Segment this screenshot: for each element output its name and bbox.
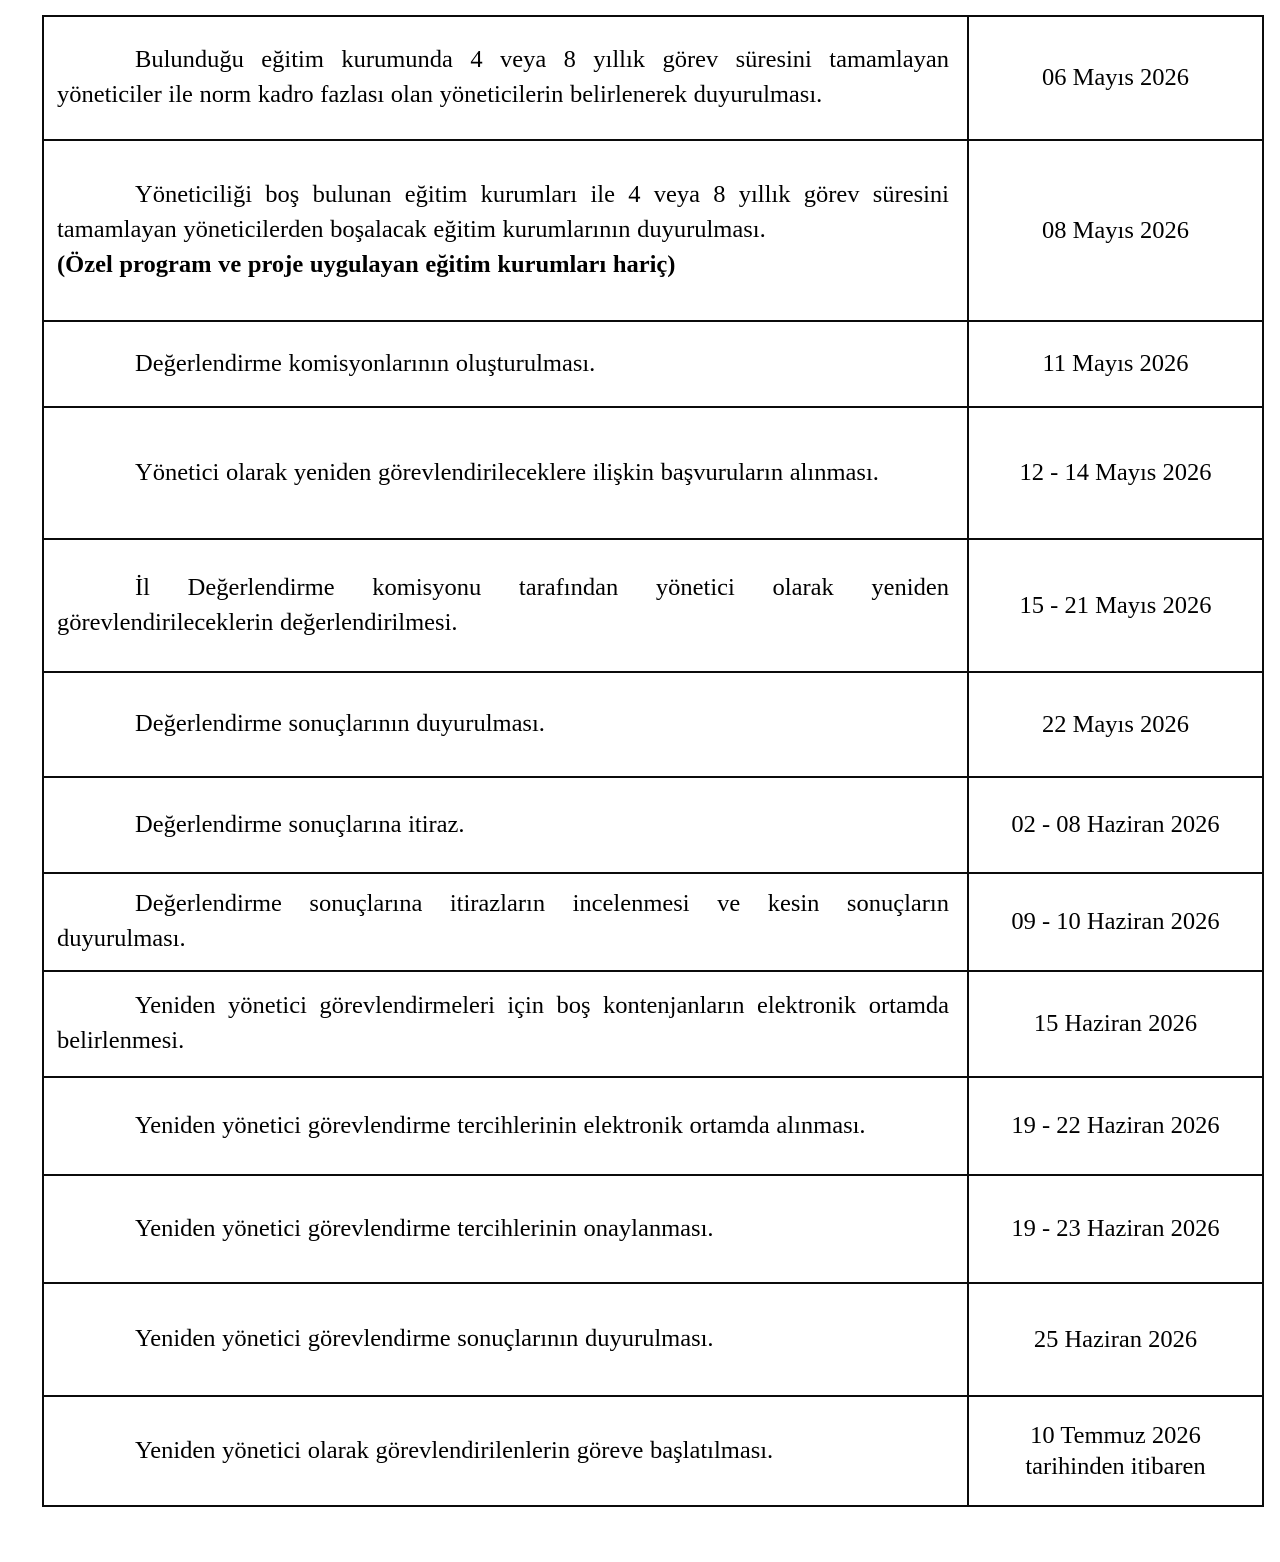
task-cell — [43, 971, 968, 1077]
task-text: Değerlendirme sonuçlarına itirazların incelenmesi ve kesin sonuçların duyurulması. — [57, 890, 949, 952]
table-row — [43, 16, 1263, 140]
table-row — [43, 873, 1263, 971]
schedule-table — [42, 15, 1264, 1507]
date-text: 25 Haziran 2026 — [1033, 1325, 1198, 1353]
table-row — [43, 1077, 1263, 1175]
date-secondary: tarihinden itibaren — [1025, 1453, 1206, 1480]
date-text: 11 Mayıs 2026 — [1042, 350, 1189, 378]
schedule-table-body — [43, 16, 1263, 1506]
date-cell — [968, 16, 1263, 140]
task-cell — [43, 140, 968, 321]
task-cell — [43, 777, 968, 873]
date-cell — [968, 321, 1263, 407]
table-row — [43, 1396, 1263, 1506]
task-text — [57, 178, 949, 283]
task-text: Yeniden yönetici görevlendirme tercihlerinin elektronik ortamda alınması. — [135, 1111, 866, 1139]
date-text: 15 Haziran 2026 — [1033, 1010, 1198, 1038]
task-cell — [43, 1077, 968, 1175]
task-text: Yeniden yönetici olarak görevlendirilenlerin göreve başlatılması. — [135, 1436, 774, 1464]
task-text: Yönetici olarak yeniden görevlendirileceklere ilişkin başvuruların alınması. — [135, 458, 879, 486]
table-row — [43, 407, 1263, 539]
date-cell — [968, 971, 1263, 1077]
date-cell — [968, 672, 1263, 777]
task-main-text: Yöneticiliği boş bulunan eğitim kurumları ile 4 veya 8 yıllık görev süresini tamamlayan yöneticilerden boşalacak eğitim kurumlarının duyurulması. — [57, 180, 949, 243]
date-text: 02 - 08 Haziran 2026 — [1011, 811, 1220, 839]
date-text: 08 Mayıs 2026 — [1042, 216, 1189, 244]
date-cell — [968, 1077, 1263, 1175]
task-text: Değerlendirme komisyonlarının oluşturulması. — [135, 349, 596, 377]
date-text: 06 Mayıs 2026 — [1042, 64, 1189, 92]
task-cell — [43, 16, 968, 140]
date-cell — [968, 777, 1263, 873]
table-row — [43, 777, 1263, 873]
date-text: 19 - 23 Haziran 2026 — [1011, 1215, 1220, 1243]
date-text: 09 - 10 Haziran 2026 — [1011, 908, 1220, 936]
task-cell — [43, 321, 968, 407]
task-text: Yeniden yönetici görevlendirme sonuçlarının duyurulması. — [135, 1325, 714, 1353]
task-text: İl Değerlendirme komisyonu tarafından yönetici olarak yeniden görevlendirileceklerin değerlendirilmesi. — [57, 573, 949, 636]
task-text: Yeniden yönetici görevlendirme tercihlerinin onaylanması. — [135, 1214, 714, 1242]
task-text: Değerlendirme sonuçlarına itiraz. — [135, 810, 465, 838]
table-row — [43, 539, 1263, 672]
date-text — [969, 1420, 1262, 1483]
date-primary: 10 Temmuz 2026 — [1030, 1421, 1201, 1449]
table-row — [43, 1175, 1263, 1283]
task-note-text: (Özel program ve proje uygulayan eğitim kurumları hariç) — [57, 251, 676, 279]
date-cell — [968, 140, 1263, 321]
table-row — [43, 971, 1263, 1077]
date-cell — [968, 1283, 1263, 1396]
date-cell — [968, 873, 1263, 971]
task-text: Değerlendirme sonuçlarının duyurulması. — [135, 710, 545, 738]
date-cell — [968, 539, 1263, 672]
table-row — [43, 140, 1263, 321]
task-cell — [43, 1396, 968, 1506]
table-row — [43, 672, 1263, 777]
task-cell — [43, 1283, 968, 1396]
date-cell — [968, 1175, 1263, 1283]
task-cell — [43, 1175, 968, 1283]
date-cell — [968, 407, 1263, 539]
task-text: Bulunduğu eğitim kurumunda 4 veya 8 yıllık görev süresini tamamlayan yöneticiler ile norm kadro fazlası olan yöneticilerin belirlenerek duyurulması. — [57, 46, 949, 108]
date-text: 15 - 21 Mayıs 2026 — [1019, 591, 1212, 619]
date-text: 22 Mayıs 2026 — [1042, 710, 1189, 738]
task-cell — [43, 407, 968, 539]
task-text: Yeniden yönetici görevlendirmeleri için boş kontenjanların elektronik ortamda belirlenmesi. — [57, 992, 949, 1054]
table-row — [43, 321, 1263, 407]
date-cell — [968, 1396, 1263, 1506]
date-text: 12 - 14 Mayıs 2026 — [1019, 459, 1212, 487]
table-row — [43, 1283, 1263, 1396]
date-text: 19 - 22 Haziran 2026 — [1011, 1112, 1220, 1140]
task-cell — [43, 672, 968, 777]
task-cell — [43, 539, 968, 672]
task-cell — [43, 873, 968, 971]
